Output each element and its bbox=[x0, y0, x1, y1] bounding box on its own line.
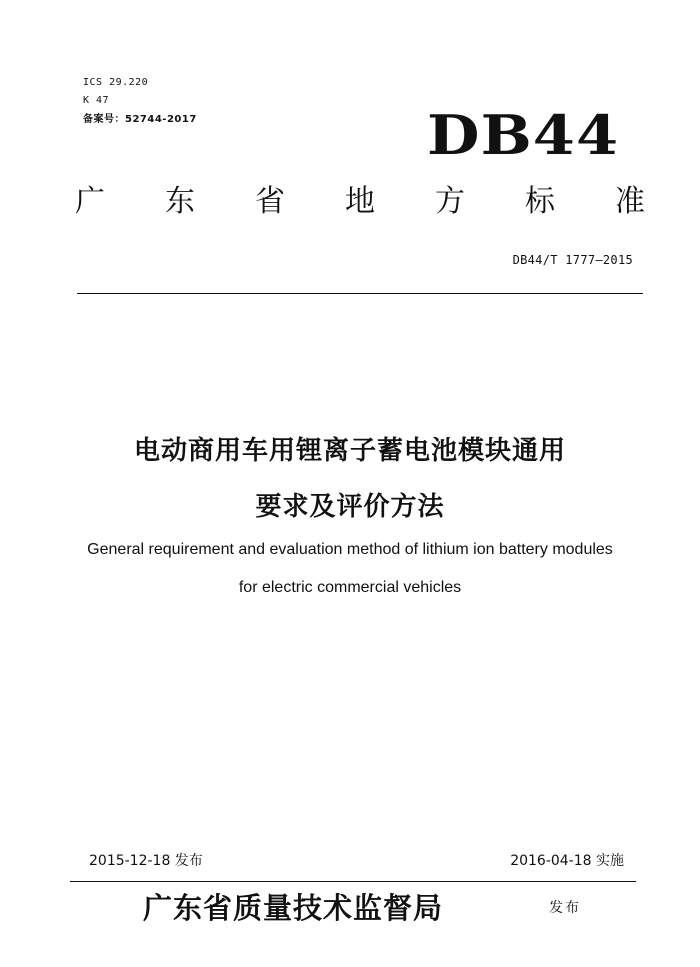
standard-kind-char: 标 bbox=[525, 184, 555, 219]
standard-kind-char: 地 bbox=[345, 184, 375, 219]
issue-date: 2015-12-18 发布 bbox=[89, 853, 203, 869]
ics-code: ICS 29.220 bbox=[83, 77, 149, 88]
standard-number: DB44/T 1777—2015 bbox=[512, 253, 633, 267]
title-cn-line-1: 电动商用车用锂离子蓄电池模块通用 bbox=[133, 436, 566, 466]
title-en-line-2: for electric commercial vehicles bbox=[238, 579, 462, 596]
standard-kind-char: 东 bbox=[165, 184, 195, 219]
bottom-divider bbox=[70, 881, 636, 882]
title-cn-line-2: 要求及评价方法 bbox=[255, 492, 445, 522]
standard-logo: DB44 bbox=[427, 103, 620, 167]
issuer-name: 广东省质量技术监督局 bbox=[143, 891, 444, 925]
standard-kind-char: 准 bbox=[615, 184, 645, 219]
standard-kind bbox=[75, 182, 645, 222]
top-divider bbox=[77, 293, 643, 294]
record-number: 备案号：52744-2017 bbox=[83, 114, 197, 125]
implement-date: 2016-04-18 实施 bbox=[510, 853, 624, 869]
title-en-line-1: General requirement and evaluation method of lithium ion battery modules bbox=[87, 541, 613, 558]
issuer-suffix: 发布 bbox=[549, 900, 581, 916]
classification-code: K 47 bbox=[83, 95, 110, 106]
standard-kind-char: 广 bbox=[75, 184, 105, 219]
standard-kind-char: 方 bbox=[435, 184, 465, 219]
standard-kind-char: 省 bbox=[255, 184, 285, 219]
